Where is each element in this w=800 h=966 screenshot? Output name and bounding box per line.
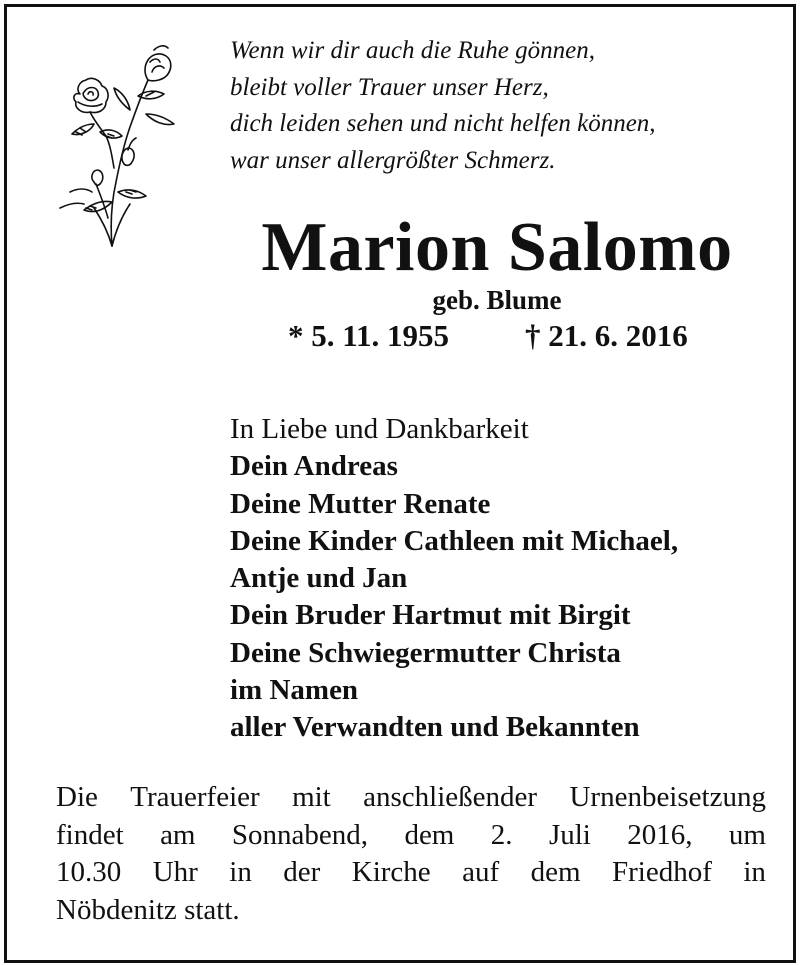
funeral-word: Uhr: [152, 856, 198, 888]
funeral-line: [56, 854, 766, 892]
funeral-word: 2.: [490, 818, 513, 851]
deceased-name: Marion Salomo: [261, 209, 733, 286]
funeral-word: in: [743, 856, 766, 888]
funeral-word: Urnenbeisetzung: [569, 781, 766, 813]
funeral-word: dem: [404, 818, 455, 851]
funeral-word: auf: [462, 856, 500, 888]
funeral-word: Nöbdenitz: [56, 893, 177, 926]
funeral-word: Kirche: [351, 856, 431, 888]
poem-line: Wenn wir dir auch die Ruhe gönnen,: [230, 37, 596, 64]
poem-line: dich leiden sehen und nicht helfen können,: [230, 110, 656, 137]
mourner-line: Antje und Jan: [230, 562, 408, 595]
funeral-word: Die: [56, 781, 98, 813]
rose-icon: [50, 32, 180, 250]
birth-date: * 5. 11. 1955: [288, 318, 450, 353]
funeral-word: mit: [292, 781, 331, 813]
mourner-line: Deine Mutter Renate: [230, 487, 491, 520]
funeral-word: findet: [56, 818, 124, 851]
mourner-line: Dein Andreas: [230, 450, 398, 483]
funeral-word: statt.: [184, 893, 240, 926]
birth-name: geb. Blume: [432, 285, 562, 315]
funeral-word: 10.30: [56, 856, 122, 888]
mourner-line: Dein Bruder Hartmut mit Birgit: [230, 599, 631, 632]
funeral-word: Friedhof: [612, 856, 712, 888]
poem-line: bleibt voller Trauer unser Herz,: [230, 73, 549, 101]
funeral-word: um: [728, 818, 766, 851]
mourners-intro: In Liebe und Dankbarkeit: [230, 413, 529, 445]
funeral-line: [56, 779, 766, 817]
funeral-word: 2016,: [627, 818, 693, 851]
death-date: † 21. 6. 2016: [525, 318, 688, 353]
funeral-word: dem: [530, 856, 581, 888]
poem-verse: [230, 33, 656, 179]
funeral-word: anschließender: [363, 781, 538, 813]
mourners-list: [230, 411, 678, 747]
mourner-line: Deine Schwiegermutter Christa: [230, 636, 621, 669]
funeral-word: Sonnabend,: [231, 818, 369, 851]
funeral-word: Juli: [548, 818, 591, 851]
funeral-word: der: [283, 856, 321, 888]
poem-line: war unser allergrößter Schmerz.: [230, 146, 556, 174]
funeral-word: am: [160, 818, 196, 851]
funeral-notice: [56, 779, 766, 929]
mourner-line: Deine Kinder Cathleen mit Michael,: [230, 524, 679, 557]
funeral-word: in: [229, 856, 252, 888]
funeral-line: [56, 892, 766, 930]
mourner-line: im Namen: [230, 674, 359, 707]
funeral-word: Trauerfeier: [130, 781, 260, 813]
funeral-line: [56, 817, 766, 855]
mourner-line: aller Verwandten und Bekannten: [230, 711, 640, 744]
